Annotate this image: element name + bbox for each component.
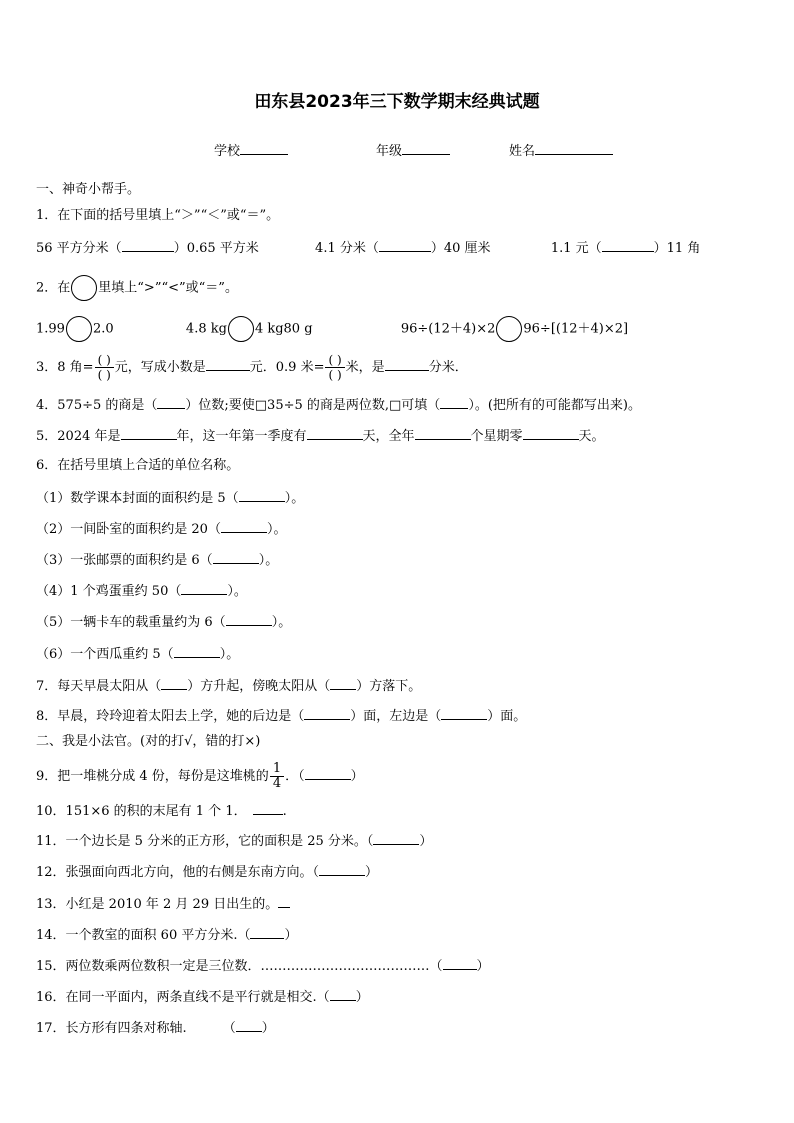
question-2-row: 1.99 2.0 4.8 kg 4 kg80 g 96÷(12＋4)×2 96÷[(12＋4)×2]	[36, 316, 628, 342]
answer-blank[interactable]	[122, 238, 174, 252]
answer-blank[interactable]	[441, 706, 487, 720]
answer-blank[interactable]	[226, 612, 272, 626]
answer-blank[interactable]	[379, 238, 431, 252]
answer-blank[interactable]	[213, 550, 259, 564]
question-3: 3．8 角= $\frac{( )}{( )}$ 元，写成小数是 元．0.9 米= $\frac{( )}{( )}$ 米，是 分米．	[36, 353, 468, 382]
question-7: 7．每天早晨太阳从（ ）方升起，傍晚太阳从（ ）方落下。	[36, 676, 421, 696]
answer-blank[interactable]	[236, 1018, 262, 1032]
question-6-item: （5）一辆卡车的载重量约为 6（ ）。	[36, 612, 291, 632]
question-9: 9．把一堆桃分成 4 份，每份是这堆桃的 $\frac{1}{4}$ ．（ ）	[36, 761, 364, 791]
section-2-heading: 二、我是小法官。(对的打√，错的打×)	[36, 734, 261, 749]
question-6-item: （2）一间卧室的面积约是 20（ ）。	[36, 519, 286, 539]
answer-blank[interactable]	[305, 766, 351, 780]
section-1-heading: 一、神奇小帮手。	[36, 182, 141, 197]
page-title: 田东县2023年三下数学期末经典试题	[254, 92, 540, 112]
question-5: 5．2024 年是 年，这一年第一季度有 天，全年 个星期零 天。	[36, 426, 605, 446]
question-1: 1．在下面的括号里填上“＞”“＜”或“＝”。	[36, 208, 280, 223]
question-6-item: （4）1 个鸡蛋重约 50（ ）。	[36, 581, 247, 601]
answer-blank[interactable]	[253, 801, 283, 815]
question-17: 17．长方形有四条对称轴. （ ）	[36, 1018, 275, 1038]
question-8: 8．早晨，玲玲迎着太阳去上学，她的后边是（ ）面，左边是（ ）面。	[36, 706, 526, 726]
question-15: 15．两位数乘两位数积一定是三位数．…………………………………（ ）	[36, 956, 490, 976]
question-14: 14．一个教室的面积 60 平方分米.（ ）	[36, 925, 298, 945]
name-field	[509, 140, 613, 159]
answer-blank[interactable]	[330, 987, 356, 1001]
grade-blank[interactable]	[402, 141, 450, 155]
answer-blank[interactable]	[523, 426, 579, 440]
answer-blank[interactable]	[221, 519, 267, 533]
question-12: 12．张强面向西北方向，他的右侧是东南方向。（ ）	[36, 862, 378, 882]
answer-blank[interactable]	[373, 831, 419, 845]
answer-blank[interactable]	[319, 862, 365, 876]
compare-circle[interactable]	[228, 316, 254, 342]
question-10: 10．151×6 的积的末尾有 1 个 1． .	[36, 801, 287, 821]
compare-circle[interactable]	[496, 316, 522, 342]
question-6-item: （6）一个西瓜重约 5（ ）。	[36, 644, 239, 664]
answer-blank[interactable]	[307, 426, 363, 440]
compare-circle[interactable]	[66, 316, 92, 342]
answer-blank[interactable]	[157, 395, 185, 409]
grade-label: 年级	[376, 144, 403, 159]
fraction-blank[interactable]: $\frac{( )}{( )}$	[325, 353, 344, 382]
question-6: 6．在括号里填上合适的单位名称。	[36, 458, 240, 473]
answer-blank[interactable]	[385, 357, 429, 371]
compare-circle[interactable]	[71, 275, 97, 301]
fraction: $\frac{1}{4}$	[270, 762, 284, 791]
school-blank[interactable]	[240, 141, 288, 155]
question-16: 16．在同一平面内，两条直线不是平行就是相交.（ ）	[36, 987, 369, 1007]
answer-blank[interactable]	[206, 357, 250, 371]
answer-blank[interactable]	[602, 238, 654, 252]
question-11: 11．一个边长是 5 分米的正方形，它的面积是 25 分米。（ ）	[36, 831, 432, 851]
name-label: 姓名	[509, 144, 536, 159]
name-blank[interactable]	[535, 141, 613, 155]
question-13: 13．小红是 2010 年 2 月 29 日出生的。	[36, 894, 290, 914]
question-6-item: （1）数学课本封面的面积约是 5（ ）。	[36, 488, 304, 508]
answer-blank[interactable]	[181, 581, 227, 595]
fraction-blank[interactable]: $\frac{( )}{( )}$	[95, 353, 114, 382]
answer-blank[interactable]	[278, 894, 290, 908]
school-label: 学校	[214, 144, 241, 159]
answer-blank[interactable]	[174, 644, 220, 658]
grade-field	[376, 140, 450, 159]
answer-blank[interactable]	[239, 488, 285, 502]
answer-blank[interactable]	[440, 395, 468, 409]
answer-blank[interactable]	[250, 925, 284, 939]
answer-blank[interactable]	[415, 426, 471, 440]
question-2: 2．在 里填上“>”“<”或“＝”。	[36, 275, 238, 301]
answer-blank[interactable]	[304, 706, 350, 720]
question-4: 4．575÷5 的商是（ ）位数;要使□35÷5 的商是两位数,□可填（ ）。(把所有的可能都写出来)。	[36, 395, 641, 415]
question-1-row: 56 平方分米（ ）0.65 平方米 4.1 分米（ ）40 厘米 1.1 元（ ）11 角	[36, 238, 700, 258]
answer-blank[interactable]	[330, 676, 356, 690]
answer-blank[interactable]	[121, 426, 177, 440]
school-field	[214, 140, 288, 159]
answer-blank[interactable]	[443, 956, 477, 970]
question-6-item: （3）一张邮票的面积约是 6（ ）。	[36, 550, 278, 570]
answer-blank[interactable]	[161, 676, 187, 690]
